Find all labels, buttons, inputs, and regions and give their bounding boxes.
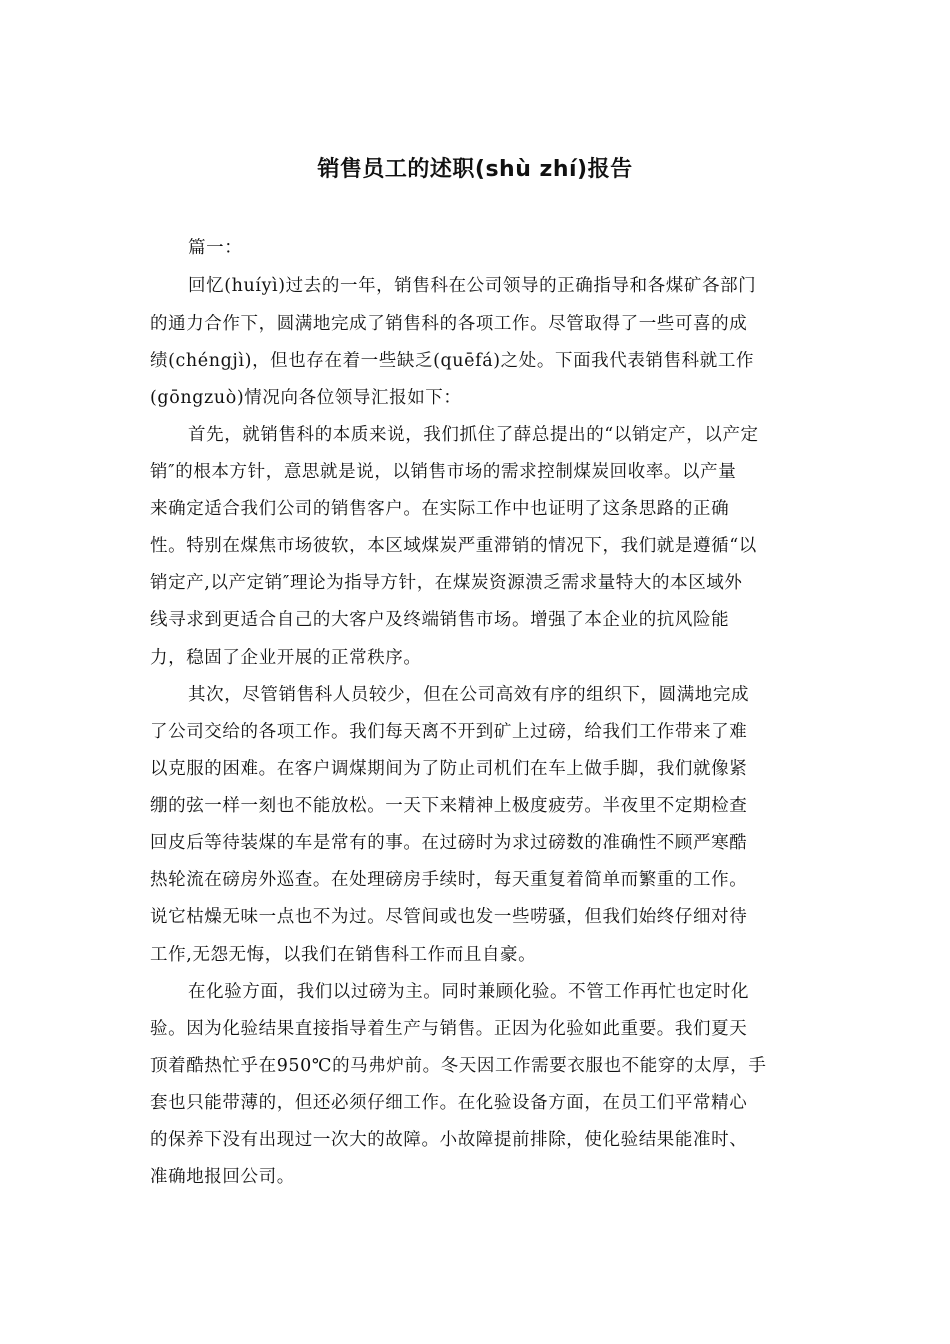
text-line: 首先，就销售科的本质来说，我们抓住了薛总提出的“以销定产，以产定 — [188, 425, 759, 445]
text-line: 以克服的困难。在客户调煤期间为了防止司机们在车上做手脚，我们就像紧 — [150, 759, 748, 779]
section-heading: 篇一： — [188, 238, 243, 258]
text-line: 回皮后等待装煤的车是常有的事。在过磅时为求过磅数的准确性不顾严寒酷 — [150, 833, 748, 853]
text-line: 绩(chéngjì)，但也存在着一些缺乏(quēfá)之处。下面我代表销售科就工作 — [150, 351, 755, 371]
text-line: 力，稳固了企业开展的正常秩序。 — [150, 648, 422, 668]
text-line: 回忆(huíyì)过去的一年，销售科在公司领导的正确指导和各煤矿各部门 — [188, 276, 757, 296]
text-line: 的保养下没有出现过一次大的故障。小故障提前排除，使化验结果能准时、 — [150, 1130, 748, 1150]
text-line: 线寻求到更适合自己的大客户及终端销售市场。增强了本企业的抗风险能 — [150, 610, 730, 630]
text-line: 销″的根本方针，意思就是说，以销售市场的需求控制煤炭回收率。以产量 — [150, 462, 737, 482]
text-line: (gōngzuò)情况向各位领导汇报如下： — [150, 388, 462, 408]
text-line: 销定产,以产定销″理论为指导方针，在煤炭资源溃乏需求量特大的本区域外 — [150, 573, 743, 593]
document-title: 销售员工的述职(shù zhí)报告 — [317, 157, 633, 182]
text-line: 绷的弦一样一刻也不能放松。一天下来精神上极度疲劳。半夜里不定期检查 — [150, 796, 748, 816]
text-line: 验。因为化验结果直接指导着生产与销售。正因为化验如此重要。我们夏天 — [150, 1019, 748, 1039]
text-line: 来确定适合我们公司的销售客户。在实际工作中也证明了这条思路的正确 — [150, 499, 730, 519]
text-line: 套也只能带薄的，但还必须仔细工作。在化验设备方面，在员工们平常精心 — [150, 1093, 748, 1113]
text-line: 热轮流在磅房外巡查。在处理磅房手续时，每天重复着简单而繁重的工作。 — [150, 870, 748, 890]
text-line: 性。特别在煤焦市场彼软，本区域煤炭严重滞销的情况下，我们就是遵循“以 — [150, 536, 757, 556]
text-line: 其次，尽管销售科人员较少，但在公司高效有序的组织下，圆满地完成 — [188, 685, 750, 705]
text-line: 了公司交给的各项工作。我们每天离不开到矿上过磅，给我们工作带来了难 — [150, 722, 748, 742]
text-line: 在化验方面，我们以过磅为主。同时兼顾化验。不管工作再忙也定时化 — [188, 982, 750, 1002]
text-line: 准确地报回公司。 — [150, 1167, 295, 1187]
text-line: 顶着酷热忙乎在950℃的马弗炉前。冬天因工作需要衣服也不能穿的太厚，手 — [150, 1056, 767, 1076]
text-line: 的通力合作下，圆满地完成了销售科的各项工作。尽管取得了一些可喜的成 — [150, 314, 748, 334]
text-line: 工作,无怨无悔，以我们在销售科工作而且自豪。 — [150, 945, 537, 965]
text-line: 说它枯燥无味一点也不为过。尽管间或也发一些唠骚，但我们始终仔细对待 — [150, 907, 748, 927]
